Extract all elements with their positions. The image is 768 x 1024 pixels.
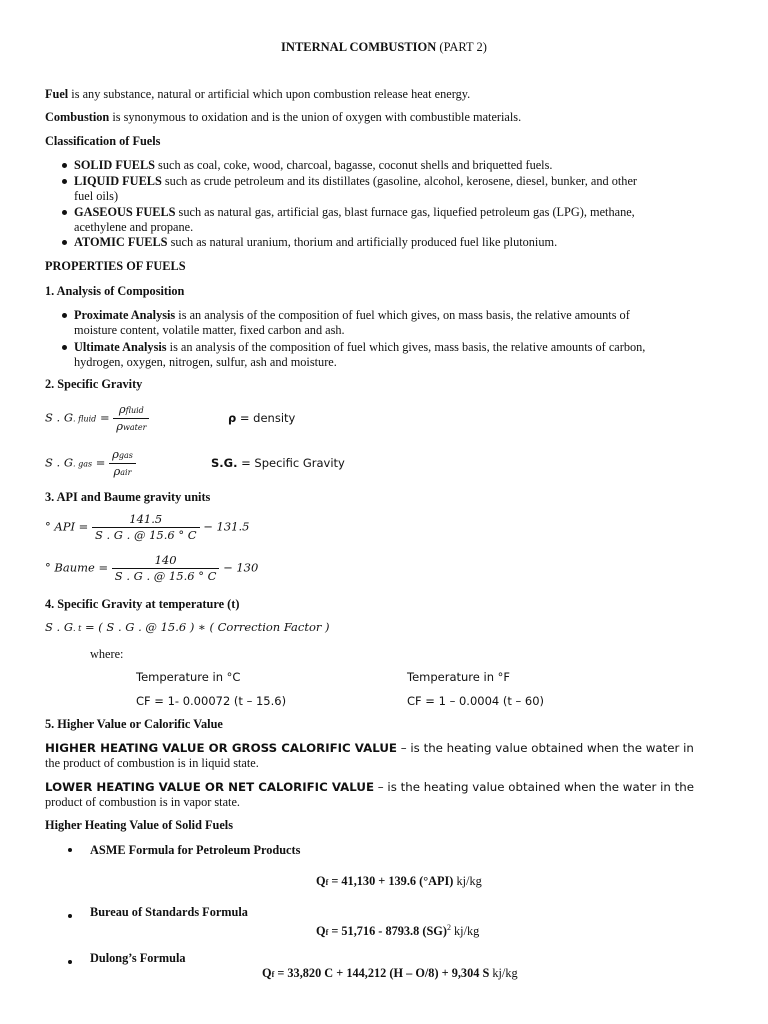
sg-fluid-equation: S . G. fluid = $\frac{\text{ρfluid}}{\text{ρwater}}$ [45,402,149,435]
temp-f-label: Temperature in °F [407,670,511,684]
list-item-gaseous-fuels-cont: acethylene and propane. [74,220,194,234]
list-item-ultimate-analysis: Ultimate Analysis is an analysis of the composition of fuel which gives, mass basis, the relative amounts of carbon, [74,340,646,354]
page-title: INTERNAL COMBUSTION (PART 2) [281,40,487,54]
section-2-heading: 2. Specific Gravity [45,377,143,391]
combustion-definition: Combustion is synonymous to oxidation and is the union of oxygen with combustible materials. [45,110,522,124]
baume-equation: ° Baume = $\frac{140}{S . G . @ 15.6 ^\circ C}$ − 130 [45,553,259,583]
list-item-gaseous-fuels: GASEOUS FUELS such as natural gas, artificial gas, blast furnace gas, liquefied petroleum gas (LPG), methane, [74,205,635,219]
api-equation: ° API = $\frac{141.5}{S . G . @ 15.6 ^\circ C}$ − 131.5 [45,512,250,542]
bullet-icon [62,313,67,318]
sg-note: S.G. = Specific Gravity [211,456,345,470]
bullet-icon [62,163,67,168]
section-5-heading: 5. Higher Value or Calorific Value [45,717,223,731]
hhv-definition: HIGHER HEATING VALUE OR GROSS CALORIFIC VALUE – is the heating value obtained when the water in [45,741,694,755]
where-label: where: [90,647,124,661]
fuel-definition: Fuel is any substance, natural or artificial which upon combustion release heat energy. [45,87,471,101]
hhv-solid-heading: Higher Heating Value of Solid Fuels [45,818,234,832]
sg-temperature-equation: S . G. t = ( S . G . @ 15.6 ) ∗ ( Correction Factor ) [45,620,330,634]
bullet-icon [68,848,72,852]
lhv-definition: LOWER HEATING VALUE OR NET CALORIFIC VALUE – is the heating value obtained when the water in the [45,780,695,794]
section-1-heading: 1. Analysis of Composition [45,284,185,298]
list-item-proximate-analysis-cont: moisture content, volatile matter, fixed carbon and ash. [74,323,345,337]
bullet-icon [68,914,72,918]
list-item-ultimate-analysis-cont: hydrogen, oxygen, nitrogen, sulfur, ash and moisture. [74,355,337,369]
list-item-atomic-fuels: ATOMIC FUELS such as natural uranium, thorium and artificially produced fuel like plutonium. [74,235,558,249]
temp-c-label: Temperature in °C [136,670,241,684]
list-item-liquid-fuels: LIQUID FUELS such as crude petroleum and its distillates (gasoline, alcohol, kerosene, diesel, bunker, and other [74,174,638,188]
rho-note: ρ = density [228,411,296,425]
section-4-heading: 4. Specific Gravity at temperature (t) [45,597,240,611]
list-item-liquid-fuels-cont: fuel oils) [74,189,119,203]
bullet-icon [68,960,72,964]
classification-heading: Classification of Fuels [45,134,161,148]
sg-gas-equation: S . G. gas = $\frac{\text{ρgas}}{\text{ρair}}$ [45,447,136,480]
asme-formula: Qf = 41,130 + 139.6 (°API) kj/kg [316,874,482,888]
list-item-proximate-analysis: Proximate Analysis is an analysis of the composition of fuel which gives, on mass basis, the relative amounts of [74,308,630,322]
temp-f-formula: CF = 1 – 0.0004 (t – 60) [407,694,545,708]
bureau-formula-title: Bureau of Standards Formula [90,905,248,919]
lhv-definition-cont: product of combustion is in vapor state. [45,795,241,809]
hhv-definition-cont: the product of combustion is in liquid state. [45,756,259,770]
asme-formula-title: ASME Formula for Petroleum Products [90,843,301,857]
bullet-icon [62,240,67,245]
dulong-formula-title: Dulong’s Formula [90,951,186,965]
bullet-icon [62,179,67,184]
list-item-solid-fuels: SOLID FUELS such as coal, coke, wood, charcoal, bagasse, coconut shells and briquetted fuels. [74,158,553,172]
dulong-formula: Qf = 33,820 C + 144,212 (H – O/8) + 9,304 S kj/kg [262,966,518,980]
section-3-heading: 3. API and Baume gravity units [45,490,211,504]
temp-c-formula: CF = 1- 0.00072 (t – 15.6) [136,694,287,708]
bullet-icon [62,345,67,350]
bureau-formula: Qf = 51,716 - 8793.8 (SG)$^2$ kj/kg [316,923,480,939]
bullet-icon [62,210,67,215]
properties-heading: PROPERTIES OF FUELS [45,259,186,273]
